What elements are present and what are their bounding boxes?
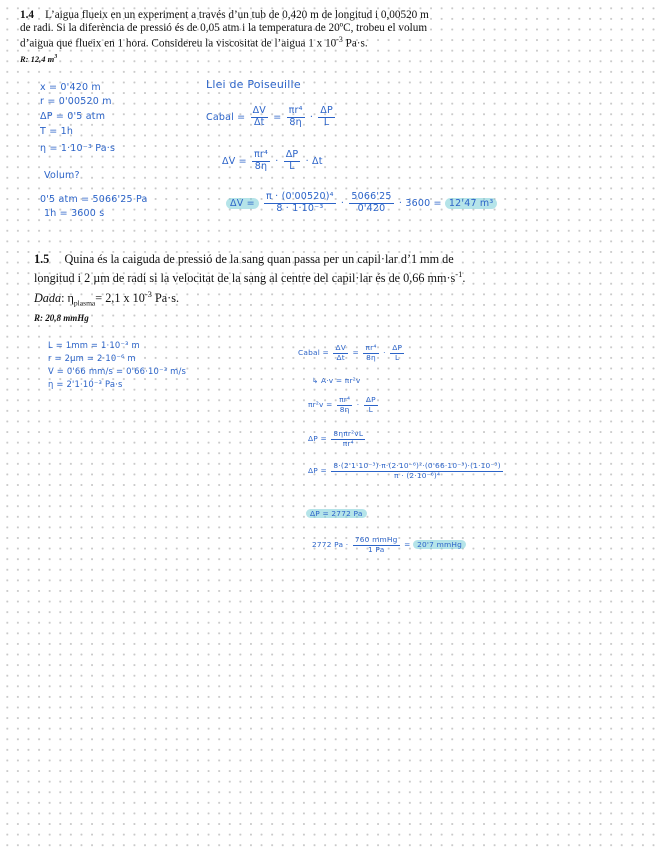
dp-formula: ΔP = $\frac{\text{8ηπr²vL}}{\text{πr⁴}}$ xyxy=(308,429,364,448)
area-velocity: ↳ A·v = πr²v xyxy=(312,376,361,385)
volume-result: 12'47 m³ xyxy=(445,198,497,209)
dp-calculation: ΔP = $\frac{\text{8·(2'1·10⁻³)·π·(2·10⁻⁶)²·(0'66·10⁻³)·(1·10⁻³)}}{\text{π · (2·10⁻⁶)⁴}}$ xyxy=(308,461,501,480)
given-t: T = 1h xyxy=(40,126,74,137)
problem-1-4-answer: R: 12,4 $m^3$ xyxy=(20,53,58,64)
problem-1-5-line3: Dada: $\eta_{plasma}= 2,1$ x $10^{-3}$ Pa·s. xyxy=(34,288,180,308)
problem-1-5-answer: R: 20,8 mmHg xyxy=(34,312,89,323)
problem-1-5-line1: 1.5 Quina és la caiguda de pressió de la sang quan passa per un capil·lar d’1 mm de xyxy=(34,252,454,266)
cabal-formula: Cabal = $\frac{\Delta V}{\Delta t}$ = $\frac{\text{πr⁴}}{8\eta}$ · $\frac{\Delta P}{L}$ xyxy=(206,105,333,128)
dp-result: ΔP = 2772 Pa xyxy=(306,509,367,518)
problem-number: 1.5 xyxy=(34,252,50,266)
problem-1-4-statement xyxy=(20,9,640,65)
problem-1-4-line3: d’aigua que flueix en 1 hora. Considereu la viscositat de l’aigua 1 x $10^{-3}$ Pa·s. xyxy=(20,35,368,50)
given-eta: η = 2'1·10⁻³ Pa·s xyxy=(48,379,123,389)
pressure-drop-result: 20'7 mmHg xyxy=(413,540,466,549)
given-r: r = 0'00520 m xyxy=(40,96,112,107)
given-eta: η = 1·10⁻³ Pa·s xyxy=(40,143,116,154)
problem-1-5-statement xyxy=(34,252,634,326)
dv-formula: ΔV = $\frac{\text{πr⁴}}{8\eta}$ · $\frac{\Delta P}{L}$ · Δt xyxy=(222,149,323,172)
problem-1-5-line2: longitud i 2 µm de radi si la velocitat de la sang al centre del capil·lar és de 0,66 $mm\cdot s^{-1}$. xyxy=(34,269,466,286)
given-r: r = 2µm = 2·10⁻⁶ m xyxy=(48,353,136,363)
problem-1-4-line1: 1.4 L’aigua flueix en un experiment a través d’un tub de 0,420 m de longitud i 0,00520 m xyxy=(20,9,429,21)
law-title: Llei de Poiseuille xyxy=(206,78,301,91)
conversion-time: 1h = 3600 s xyxy=(44,208,105,219)
cabal-formula: Cabal = $\frac{\Delta V}{\Delta t}$ = $\frac{\text{πr⁴}}{8\eta}$ · $\frac{\Delta P}{L}$ xyxy=(298,343,403,362)
dv-calculation: ΔV = $\frac{\text{π · (0'00520)⁴}}{\text{8 · 1·10⁻³}}$ · $\frac{5066'25}{0'420}$ · 3600 = 12'47 m³ xyxy=(226,192,497,215)
given-v: V = 0'66 mm/s = 0'66·10⁻³ m/s xyxy=(48,366,187,376)
cabal-substitution: πr²v = $\frac{\text{πr⁴}}{8\eta}$ · $\frac{\Delta P}{L}$ xyxy=(308,395,376,414)
problem-number: 1.4 xyxy=(20,9,34,21)
conversion-pressure: 0'5 atm = 5066'25 Pa xyxy=(40,194,148,205)
question-volume: Volum? xyxy=(44,170,80,181)
problem-1-4-line2: de radi. Si la diferència de pressió és de 0,05 atm i la temperatura de 20ºC, trobeu el volum xyxy=(20,21,428,34)
given-x: x = 0'420 m xyxy=(40,82,101,93)
given-L: L = 1mm = 1·10⁻³ m xyxy=(48,340,140,350)
given-dp: ΔP = 0'5 atm xyxy=(40,111,106,122)
unit-conversion: 2772 Pa · $\frac{\text{760 mmHg}}{1 Pa}$ = 20'7 mmHg xyxy=(312,536,466,554)
